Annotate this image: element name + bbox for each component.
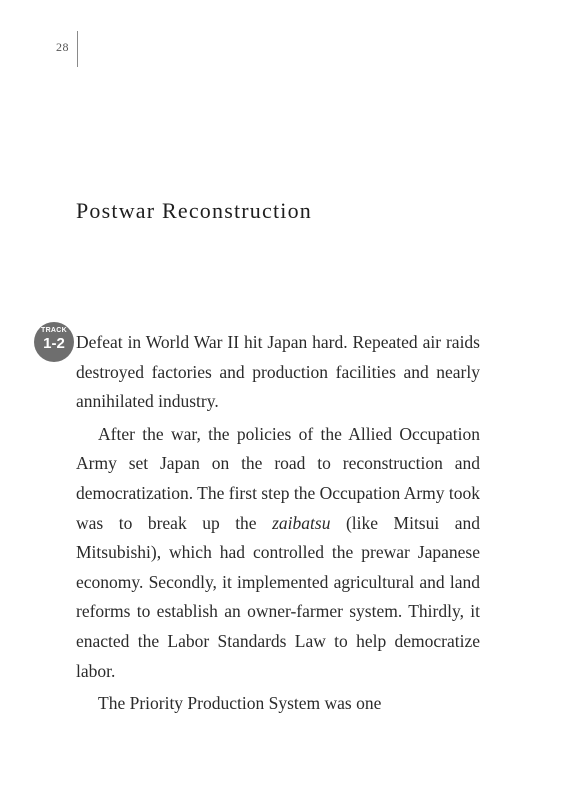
paragraph-1-text: Defeat in World War II hit Japan hard. Repeated air raids destroyed factories and production facilities and nearly annihilated industry. — [76, 332, 480, 412]
audio-track-badge — [34, 322, 74, 362]
paragraph-1 — [76, 328, 480, 417]
page-number: 28 — [56, 40, 69, 54]
body-text — [76, 328, 480, 719]
paragraph-2-italic-term: zaibatsu — [272, 512, 331, 533]
track-label: TRACK — [41, 327, 67, 334]
paragraph-2-text-before: After the war, the policies of the Allied Occupation Army set Japan on the road to reconstruction and democratization. The first step the Occupation Army took was to break up the — [76, 423, 481, 533]
track-number: 1-2 — [43, 335, 65, 352]
page-number-divider — [77, 31, 78, 67]
paragraph-2 — [76, 420, 480, 686]
paragraph-3-text: The Priority Production System was one — [98, 693, 382, 714]
paragraph-2-text-after: (like Mitsui and Mitsubishi), which had controlled the prewar Japanese economy. Secondly, it implemented agricultural and land reforms to establish an owner-farmer system. Thirdly, it enacted the Labor Standards Law to help democratize labor. — [76, 512, 481, 681]
paragraph-3 — [76, 689, 480, 719]
section-title: Postwar Reconstruction — [76, 198, 312, 223]
